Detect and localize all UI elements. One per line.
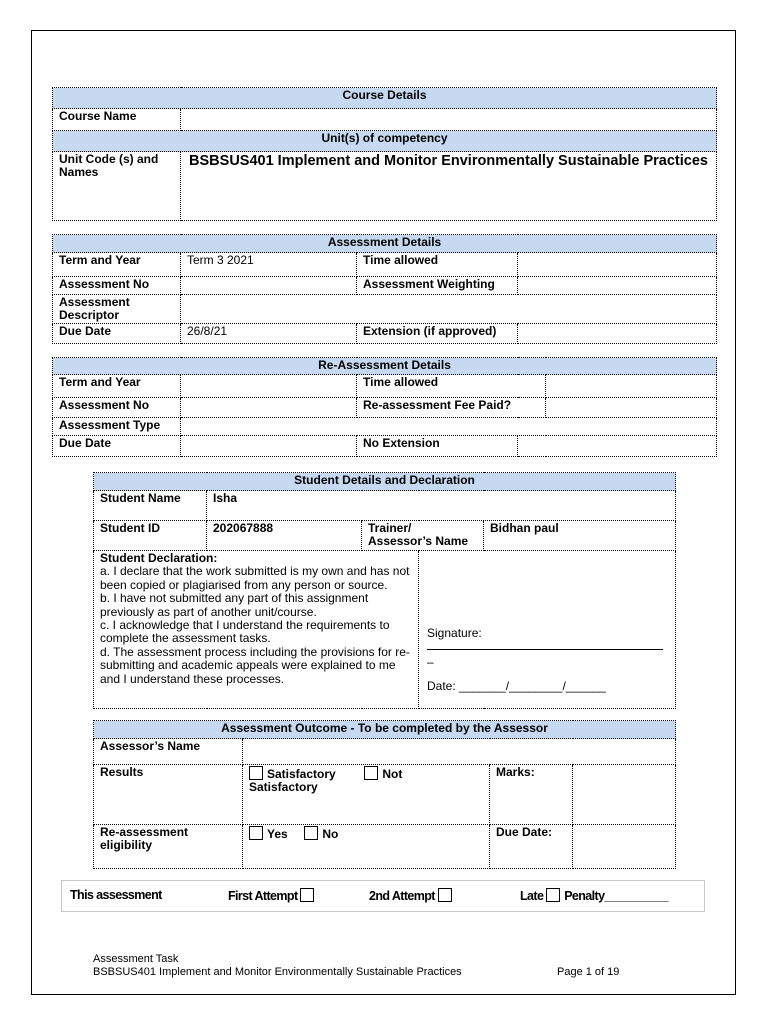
late-attempt: [520, 888, 668, 903]
yes-checkbox[interactable]: [249, 826, 263, 840]
assessment-time-label: Time allowed: [357, 253, 518, 277]
declaration-item-b: b. I have not submitted any part of this assignment previously as part of another unit/course.: [100, 591, 369, 619]
results-options: [243, 765, 490, 825]
course-name-label: Course Name: [53, 109, 181, 131]
assessor-name-label: Assessor’s Name: [94, 739, 243, 765]
trainer-label: Trainer/ Assessor’s Name: [362, 521, 484, 551]
assessment-outcome-header: Assessment Outcome - To be completed by the Assessor: [94, 721, 676, 739]
first-attempt-checkbox[interactable]: [300, 888, 314, 902]
student-id-label: Student ID: [94, 521, 207, 551]
assessment-details-header: Assessment Details: [53, 235, 717, 253]
assessment-weighting-value[interactable]: [518, 277, 717, 295]
reassessment-due-label: Due Date: [53, 436, 181, 457]
first-attempt: [228, 888, 318, 903]
student-details-table: [93, 472, 676, 709]
signature-date[interactable]: Date: _______/________/______: [427, 679, 606, 693]
first-attempt-label: First Attempt: [228, 889, 298, 903]
reassessment-no-value[interactable]: [181, 398, 357, 418]
not-satisfactory-label: Satisfactory: [249, 780, 318, 794]
reassessment-no-label: Assessment No: [53, 398, 181, 418]
assessment-time-value[interactable]: [518, 253, 717, 277]
assessment-no-value[interactable]: [181, 277, 357, 295]
reassessment-fee-label: Re-assessment Fee Paid?: [357, 398, 546, 418]
assessment-term-value[interactable]: Term 3 2021: [181, 253, 357, 277]
second-attempt-checkbox[interactable]: [438, 888, 452, 902]
second-attempt-label: 2nd Attempt: [369, 889, 435, 903]
assessment-extension-value[interactable]: [518, 324, 717, 344]
reassessment-eligibility-label: Re-assessment eligibility: [94, 825, 243, 869]
reassessment-fee-value[interactable]: [546, 398, 717, 418]
reassessment-term-label: Term and Year: [53, 375, 181, 398]
course-details-table: [52, 87, 717, 221]
not-label: Not: [382, 767, 403, 781]
footer-line-2: BSBSUS401 Implement and Monitor Environmentally Sustainable Practices: [93, 966, 462, 978]
not-satisfactory-checkbox[interactable]: [364, 766, 378, 780]
reassessment-due-value[interactable]: [181, 436, 357, 457]
student-id-value[interactable]: 202067888: [207, 521, 362, 551]
assessment-due-value[interactable]: 26/8/21: [181, 324, 357, 344]
assessment-weighting-label: Assessment Weighting: [357, 277, 518, 295]
student-details-header: Student Details and Declaration: [94, 473, 676, 491]
assessment-term-label: Term and Year: [53, 253, 181, 277]
penalty-label[interactable]: Penalty__________: [564, 889, 668, 903]
reassessment-type-value[interactable]: [181, 418, 717, 436]
unit-code-label: Unit Code (s) and Names: [53, 152, 181, 221]
yes-label: Yes: [267, 827, 288, 841]
reassessment-no-extension-label: No Extension: [357, 436, 518, 457]
reassessment-no-extension-value[interactable]: [518, 436, 717, 457]
footer-page-number: Page 1 of 19: [557, 966, 620, 978]
results-label: Results: [94, 765, 243, 825]
assessment-due-label: Due Date: [53, 324, 181, 344]
assessor-name-value[interactable]: [243, 739, 676, 765]
course-details-header: Course Details: [53, 88, 717, 109]
late-label: Late: [520, 889, 544, 903]
trainer-value[interactable]: Bidhan paul: [484, 521, 676, 551]
declaration-item-c: c. I acknowledge that I understand the requirements to complete the assessment tasks.: [100, 618, 390, 646]
reassessment-time-label: Time allowed: [357, 375, 546, 398]
assessment-descriptor-label: Assessment Descriptor: [53, 295, 181, 324]
no-checkbox[interactable]: [304, 826, 318, 840]
signature-line[interactable]: [427, 649, 663, 650]
unit-header: Unit(s) of competency: [53, 131, 717, 152]
student-declaration: [94, 551, 419, 709]
attempt-bar: [61, 880, 705, 912]
assessment-outcome-table: [93, 720, 676, 869]
unit-code-value: BSBSUS401 Implement and Monitor Environmentally Sustainable Practices: [189, 153, 708, 169]
assessment-no-label: Assessment No: [53, 277, 181, 295]
outcome-due-date-value[interactable]: [573, 825, 676, 869]
marks-label: Marks:: [490, 765, 573, 825]
course-name-value[interactable]: [181, 109, 717, 131]
no-label: No: [322, 827, 339, 841]
satisfactory-label: Satisfactory: [267, 767, 336, 781]
eligibility-options: [243, 825, 490, 869]
outcome-due-date-label: Due Date:: [490, 825, 573, 869]
declaration-item-d: d. The assessment process including the provisions for re-submitting and academic appeals were explained to me and I understand these processes.: [100, 644, 410, 686]
reassessment-type-label: Assessment Type: [53, 418, 181, 436]
signature-cell: [419, 551, 676, 709]
late-checkbox[interactable]: [546, 888, 560, 902]
second-attempt: [369, 888, 456, 903]
reassessment-term-value[interactable]: [181, 375, 357, 398]
assessment-descriptor-value[interactable]: [181, 295, 717, 324]
footer: [93, 953, 462, 979]
student-name-label: Student Name: [94, 491, 207, 521]
declaration-title: Student Declaration:: [100, 551, 218, 565]
reassessment-time-value[interactable]: [546, 375, 717, 398]
student-name-value[interactable]: Isha: [207, 491, 676, 521]
signature-label: Signature:: [427, 626, 482, 640]
assessment-extension-label: Extension (if approved): [357, 324, 518, 344]
footer-line-1: Assessment Task: [93, 953, 179, 965]
signature-dash: –: [427, 655, 434, 669]
declaration-item-a: a. I declare that the work submitted is my own and has not been copied or plagiarised from any person or source.: [100, 564, 410, 592]
marks-value[interactable]: [573, 765, 676, 825]
assessment-details-table: [52, 234, 717, 344]
satisfactory-checkbox[interactable]: [249, 766, 263, 780]
reassessment-details-table: [52, 357, 717, 457]
attempt-label: This assessment: [70, 888, 162, 902]
reassessment-details-header: Re-Assessment Details: [53, 358, 717, 375]
